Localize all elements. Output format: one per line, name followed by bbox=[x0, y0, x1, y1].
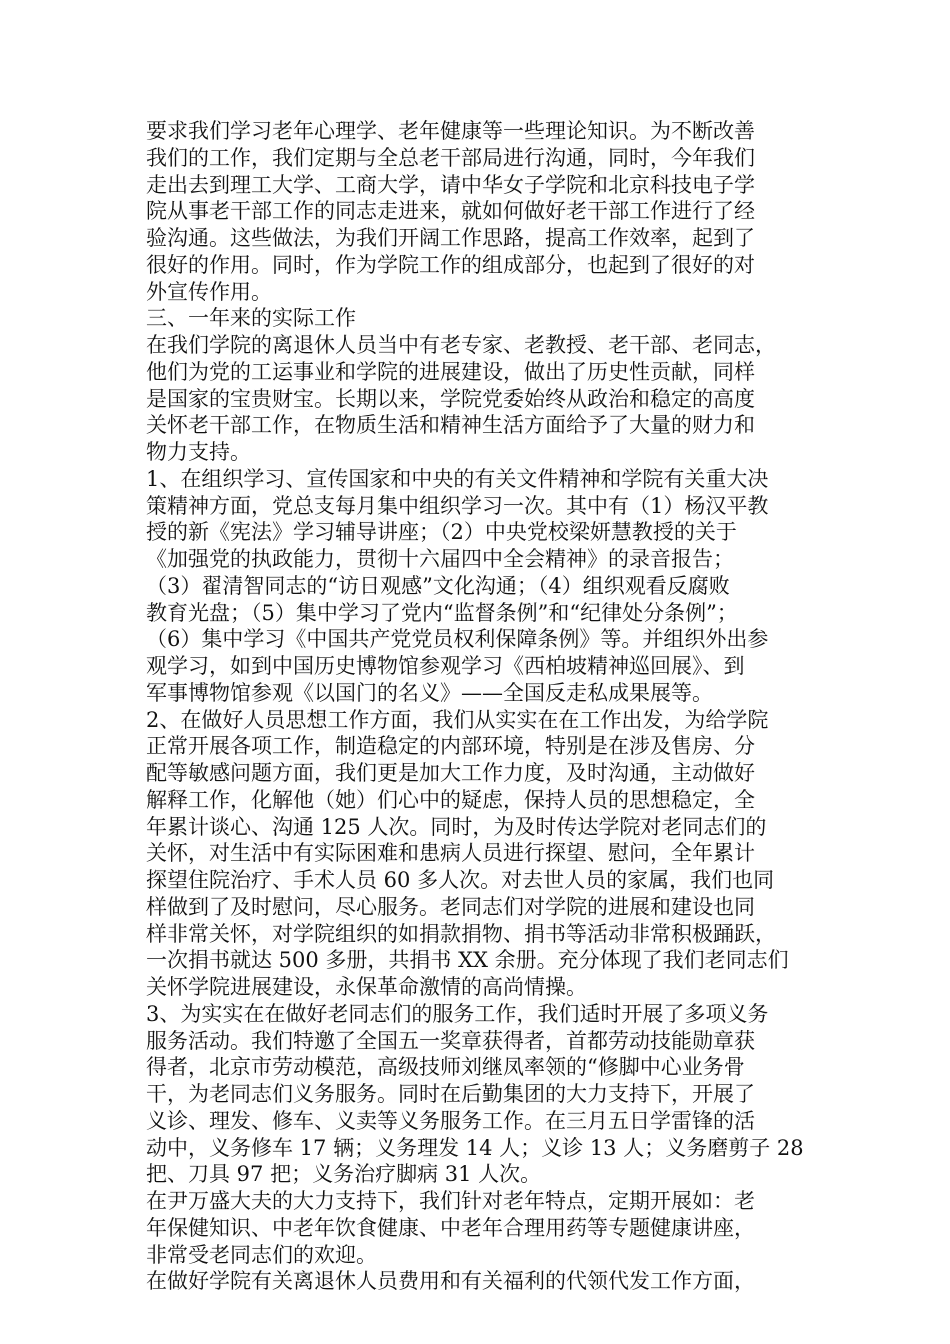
text-line: 年保健知识、中老年饮食健康、中老年合理用药等专题健康讲座， bbox=[146, 1215, 755, 1240]
text-line: 关怀老干部工作，在物质生活和精神生活方面给予了大量的财力和 bbox=[146, 413, 755, 438]
text-line: 走出去到理工大学、工商大学，请中华女子学院和北京科技电子学 bbox=[146, 172, 755, 197]
text-line: 年累计谈心、沟通 125 人次。同时，为及时传达学院对老同志们的 bbox=[146, 814, 767, 839]
text-line: 正常开展各项工作，制造稳定的内部环境，特别是在涉及售房、分 bbox=[146, 734, 755, 759]
text-line: 《加强党的执政能力，贯彻十六届四中全会精神》的录音报告； bbox=[146, 547, 734, 571]
text-line: 要求我们学习老年心理学、老年健康等一些理论知识。为不断改善 bbox=[146, 119, 755, 143]
text-line: 1、在组织学习、宣传国家和中央的有关文件精神和学院有关重大决 bbox=[146, 466, 769, 491]
text-line: 2、在做好人员思想工作方面，我们从实实在在工作出发，为给学院 bbox=[146, 707, 769, 732]
text-line: 得者，北京市劳动模范，高级技师刘继凤率领的“修脚中心业务骨 bbox=[146, 1055, 745, 1080]
text-line: 把、刀具 97 把；义务治疗脚病 31 人次。 bbox=[146, 1162, 542, 1187]
text-line: 外宣传作用。 bbox=[146, 279, 272, 304]
text-line: 服务活动。我们特邀了全国五一奖章获得者，首都劳动技能勋章获 bbox=[146, 1028, 755, 1053]
text-line: 关怀，对生活中有实际困难和患病人员进行探望、慰问，全年累计 bbox=[146, 841, 755, 866]
text-line: 配等敏感问题方面，我们更是加大工作力度，及时沟通，主动做好 bbox=[146, 761, 755, 785]
text-line: 动中，义务修车 17 辆；义务理发 14 人；义诊 13 人；义务磨剪子 28 bbox=[146, 1135, 804, 1160]
text-line: 义诊、理发、修车、义卖等义务服务工作。在三月五日学雷锋的活 bbox=[146, 1108, 755, 1133]
text-line: 军事博物馆参观《以国门的名义》——全国反走私成果展等。 bbox=[146, 680, 713, 705]
text-line: 在做好学院有关离退休人员费用和有关福利的代领代发工作方面， bbox=[146, 1269, 755, 1294]
text-line: 非常受老同志们的欢迎。 bbox=[146, 1242, 377, 1267]
text-line: 他们为党的工运事业和学院的进展建设，做出了历史性贡献，同样 bbox=[146, 359, 755, 384]
text-line: 物力支持。 bbox=[146, 440, 251, 464]
text-line: 探望住院治疗、手术人员 60 多人次。对去世人员的家属，我们也同 bbox=[146, 868, 775, 892]
text-line: （6）集中学习《中国共产党党员权利保障条例》等。并组织外出参 bbox=[146, 627, 769, 652]
text-line: 教育光盘；（5）集中学习了党内“监督条例”和“纪律处分条例”； bbox=[146, 600, 738, 625]
text-line: 关怀学院进展建设，永保革命激情的高尚情操。 bbox=[146, 975, 587, 999]
text-line: （3）翟清智同志的“访日观感”文化沟通；（4）组织观看反腐败 bbox=[146, 573, 730, 598]
text-line: 院从事老干部工作的同志走进来，就如何做好老干部工作进行了经 bbox=[146, 199, 755, 224]
text-line: 验沟通。这些做法，为我们开阔工作思路，提高工作效率，起到了 bbox=[146, 226, 755, 250]
text-line: 3、为实实在在做好老同志们的服务工作，我们适时开展了多项义务 bbox=[146, 1001, 769, 1026]
text-line: 样做到了及时慰问，尽心服务。老同志们对学院的进展和建设也同 bbox=[146, 894, 755, 919]
text-line: 很好的作用。同时，作为学院工作的组成部分，也起到了很好的对 bbox=[146, 252, 755, 277]
text-line: 在我们学院的离退休人员当中有老专家、老教授、老干部、老同志， bbox=[146, 333, 776, 357]
text-line: 干，为老同志们义务服务。同时在后勤集团的大力支持下，开展了 bbox=[146, 1082, 755, 1106]
text-line: 我们的工作，我们定期与全总老干部局进行沟通，同时，今年我们 bbox=[146, 145, 755, 170]
text-line: 是国家的宝贵财宝。长期以来，学院党委始终从政治和稳定的高度 bbox=[146, 386, 755, 411]
text-line: 观学习，如到中国历史博物馆参观学习《西柏坡精神巡回展》、到 bbox=[146, 654, 745, 678]
text-line: 在尹万盛大夫的大力支持下，我们针对老年特点，定期开展如：老 bbox=[146, 1189, 755, 1213]
text-line: 一次捐书就达 500 多册，共捐书 XX 余册。充分体现了我们老同志们 bbox=[146, 948, 789, 973]
text-line: 三、一年来的实际工作 bbox=[146, 306, 356, 331]
text-line: 授的新《宪法》学习辅导讲座；（2）中央党校梁妍慧教授的关于 bbox=[146, 520, 737, 545]
text-line: 样非常关怀，对学院组织的如捐款捐物、捐书等活动非常积极踊跃， bbox=[146, 921, 776, 946]
text-line: 策精神方面，党总支每月集中组织学习一次。其中有（1）杨汉平教 bbox=[146, 493, 769, 518]
text-line: 解释工作，化解他（她）们心中的疑虑，保持人员的思想稳定，全 bbox=[146, 787, 755, 812]
document-body bbox=[146, 118, 816, 1295]
